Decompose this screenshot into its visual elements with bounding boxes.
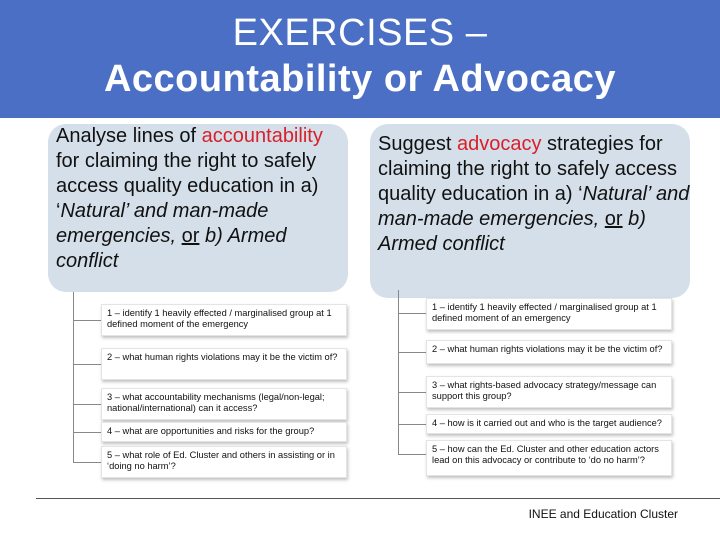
title-bar bbox=[0, 0, 720, 118]
right-step-3: 3 – what rights-based advocacy strategy/message can support this group? bbox=[426, 376, 672, 408]
left-connector-5 bbox=[73, 462, 101, 463]
left-tree-line bbox=[73, 292, 74, 462]
footer-divider bbox=[36, 498, 720, 499]
left-step-3: 3 – what accountability mechanisms (legal/non-legal; national/international) can it access? bbox=[101, 388, 347, 420]
right-text-4: Natural’ and man-made emergencies, bbox=[378, 183, 690, 230]
left-or-word: or bbox=[181, 225, 200, 247]
right-connector-3 bbox=[398, 392, 426, 393]
right-text-3: strategies for claiming the right to safely access quality education in a) ‘ bbox=[378, 133, 678, 205]
left-panel bbox=[48, 124, 348, 292]
left-step-1: 1 – identify 1 heavily effected / marginalised group at 1 defined moment of the emergency bbox=[101, 304, 347, 336]
right-panel bbox=[370, 124, 690, 298]
left-text-1: Analyse lines of bbox=[56, 125, 202, 147]
right-text-6: b) Armed conflict bbox=[378, 208, 646, 255]
right-connector-5 bbox=[398, 454, 426, 455]
footer-credit: INEE and Education Cluster bbox=[528, 507, 678, 521]
title-line-1: EXERCISES – bbox=[232, 12, 488, 54]
left-text-4: Natural’ and man-made emergencies, bbox=[56, 200, 269, 247]
left-connector-4 bbox=[73, 432, 101, 433]
left-step-2: 2 – what human rights violations may it be the victim of? bbox=[101, 348, 347, 380]
title-line-2: Accountability or Advocacy bbox=[103, 58, 617, 100]
left-connector-2 bbox=[73, 364, 101, 365]
left-connector-1 bbox=[73, 320, 101, 321]
right-step-2: 2 – what human rights violations may it be the victim of? bbox=[426, 340, 672, 364]
right-step-5: 5 – how can the Ed. Cluster and other education actors lead on this advocacy or contribute to ‘do no harm’? bbox=[426, 440, 672, 476]
left-accountability-word: accountability bbox=[201, 125, 323, 147]
left-text-3: for claiming the right to safely access quality education in a) ‘ bbox=[56, 150, 319, 222]
left-text-6: b) Armed conflict bbox=[56, 225, 287, 272]
right-or-word: or bbox=[604, 208, 623, 230]
right-advocacy-word: advocacy bbox=[456, 133, 542, 155]
right-step-1: 1 – identify 1 heavily effected / marginalised group at 1 defined moment of an emergency bbox=[426, 298, 672, 330]
right-text-1: Suggest bbox=[378, 133, 457, 155]
right-tree-line bbox=[398, 290, 399, 454]
right-connector-2 bbox=[398, 352, 426, 353]
right-step-4: 4 – how is it carried out and who is the target audience? bbox=[426, 414, 672, 434]
left-connector-3 bbox=[73, 404, 101, 405]
right-connector-1 bbox=[398, 313, 426, 314]
left-step-5: 5 – what role of Ed. Cluster and others in assisting or in ‘doing no harm’? bbox=[101, 446, 347, 478]
left-step-4: 4 – what are opportunities and risks for the group? bbox=[101, 422, 347, 442]
right-connector-4 bbox=[398, 424, 426, 425]
